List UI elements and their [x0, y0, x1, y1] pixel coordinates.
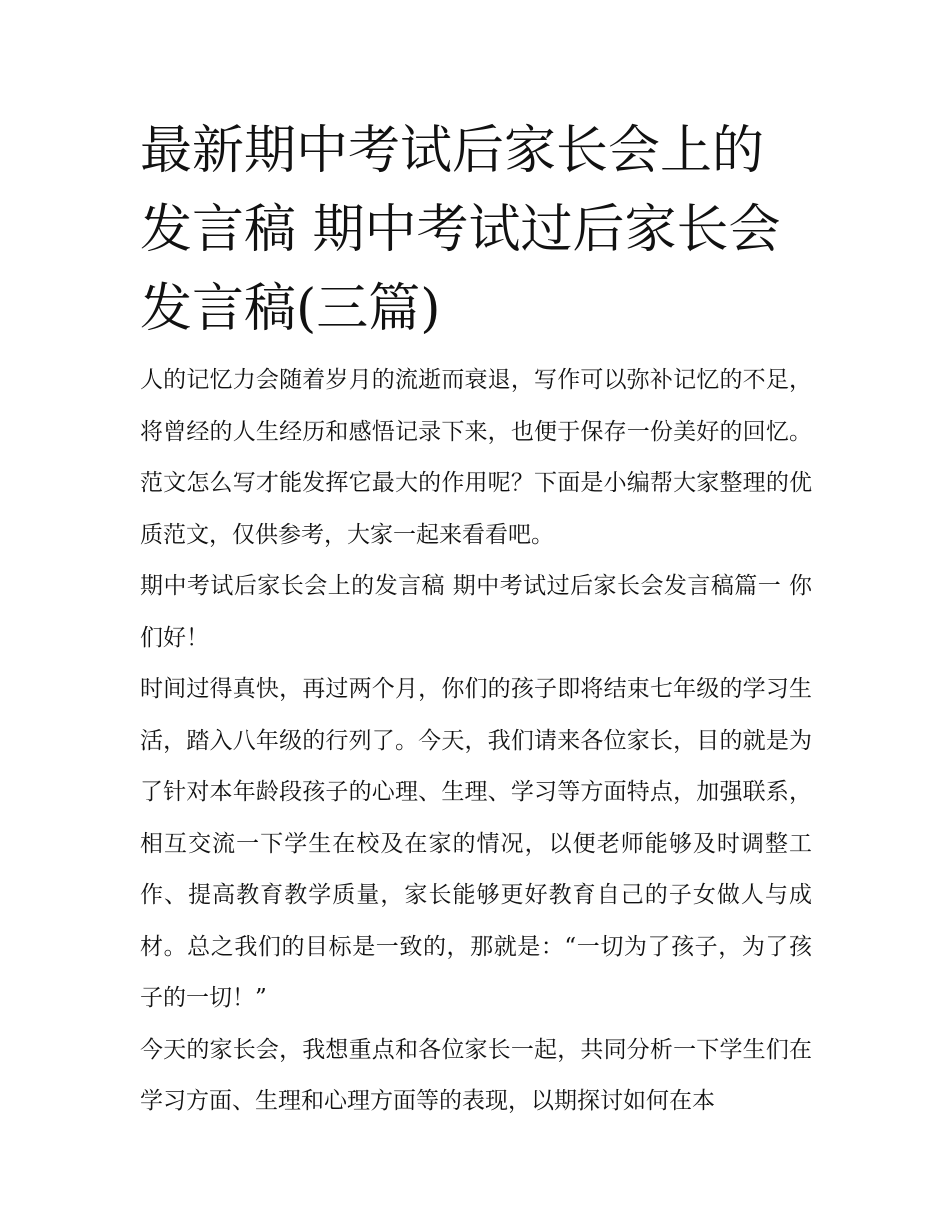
paragraph-intro: 人的记忆力会随着岁月的流逝而衰退，写作可以弥补记忆的不足，将曾经的人生经历和感悟记录下来，也便于保存一份美好的回忆。范文怎么写才能发挥它最大的作用呢？下面是小编帮大家整理的优质范文，仅供参考，大家一起来看看吧。: [140, 367, 812, 548]
paragraph-section-heading: 期中考试后家长会上的发言稿 期中考试过后家长会发言稿篇一 你们好！: [140, 573, 812, 651]
document-title: 最新期中考试后家长会上的发言稿 期中考试过后家长会发言稿(三篇): [140, 121, 781, 339]
paragraph-continuation: 今天的家长会，我想重点和各位家长一起，共同分析一下学生们在学习方面、生理和心理方面等的表现，以期探讨如何在本: [140, 1036, 812, 1114]
document-body: [140, 355, 812, 1128]
document-page: [140, 112, 812, 1128]
paragraph-main: 时间过得真快，再过两个月，你们的孩子即将结束七年级的学习生活，踏入八年级的行列了。今天，我们请来各位家长，目的就是为了针对本年龄段孩子的心理、生理、学习等方面特点，加强联系，相互交流一下学生在校及在家的情况，以便老师能够及时调整工作、提高教育教学质量，家长能够更好教育自己的子女做人与成材。总之我们的目标是一致的，那就是：“一切为了孩子，为了孩子的一切！”: [140, 676, 812, 1011]
